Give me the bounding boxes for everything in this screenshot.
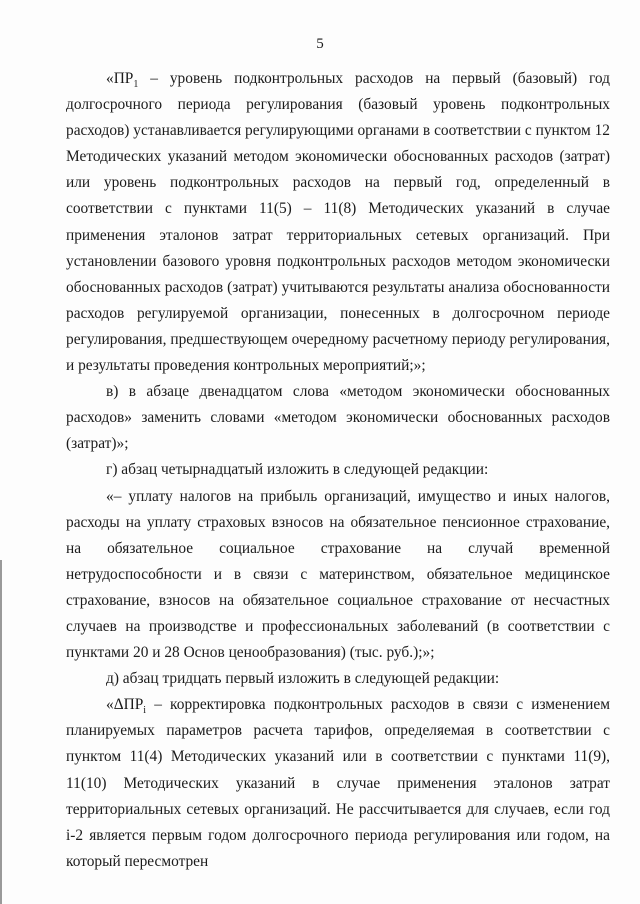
formula-symbol: «ПР <box>106 70 134 87</box>
scan-edge-line <box>0 560 2 904</box>
paragraph-item-v: в) в абзаце двенадцатом слова «методом экономически обоснованных расходов» заменить словами «методом экономически обоснованных расходов (затрат)»; <box>66 383 610 453</box>
paragraph-taxes-quote: «– уплату налогов на прибыль организаций, имущество и иных налогов, расходы на уплату страховых взносов на обязательное пенсионное страхование, на обязательное социальное страхование на случай временной нетрудоспособности и в связи с материнством, обязательное медицинское страхование, взносов на обязательное социальное страхование от несчастных случаев на производстве и профессиональных заболеваний (в соответствии с пунктами 20 и 28 Основ ценообразования) (тыс. руб.);»; <box>66 487 610 662</box>
page-number: 5 <box>316 36 324 52</box>
formula-subscript: 1 <box>133 79 139 91</box>
formula-symbol: «ΔПР <box>106 696 144 714</box>
paragraph-pr1-definition <box>66 66 610 379</box>
paragraph-item-g: г) абзац четырнадцатый изложить в следующей редакции: <box>106 461 489 479</box>
formula-subscript: i <box>143 705 147 717</box>
paragraph-text: – корректировка подконтрольных расходов в связи с изменением планируемых параметров расчета тарифов, определяемая в соответствии с пунктом 11(4) Методических указаний или в соответствии с пунктами 11(9), 11(10) Методических указаний в случае применения эталонов затрат территориальных сетевых организаций. Не рассчитывается для случаев, если год i-2 является первым годом долгосрочного периода регулирования или годом, на который пересмотрен <box>66 696 610 870</box>
document-body <box>66 66 610 875</box>
paragraph-delta-pr-definition <box>66 692 610 875</box>
paragraph-item-d: д) абзац тридцать первый изложить в следующей редакции: <box>106 670 500 688</box>
paragraph-text: – уровень подконтрольных расходов на первый (базовый) год долгосрочного периода регулирования (базовый уровень подконтрольных расходов) устанавливается регулирующими органами в соответствии с пунктом 12 Методических указаний методом экономически обоснованных расходов (затрат) или уровень подконтрольных расходов на первый год, определенный в соответствии с пунктами 11(5) – 11(8) Методических указаний в случае применения эталонов затрат территориальных сетевых организаций. При установлении базового уровня подконтрольных расходов методом экономически обоснованных расходов (затрат) учитываются результаты анализа обоснованности расходов регулируемой организации, понесенных в долгосрочном периоде регулирования, предшествующем очередному расчетному периоду регулирования, и результаты проведения контрольных мероприятий;»; <box>66 70 610 375</box>
